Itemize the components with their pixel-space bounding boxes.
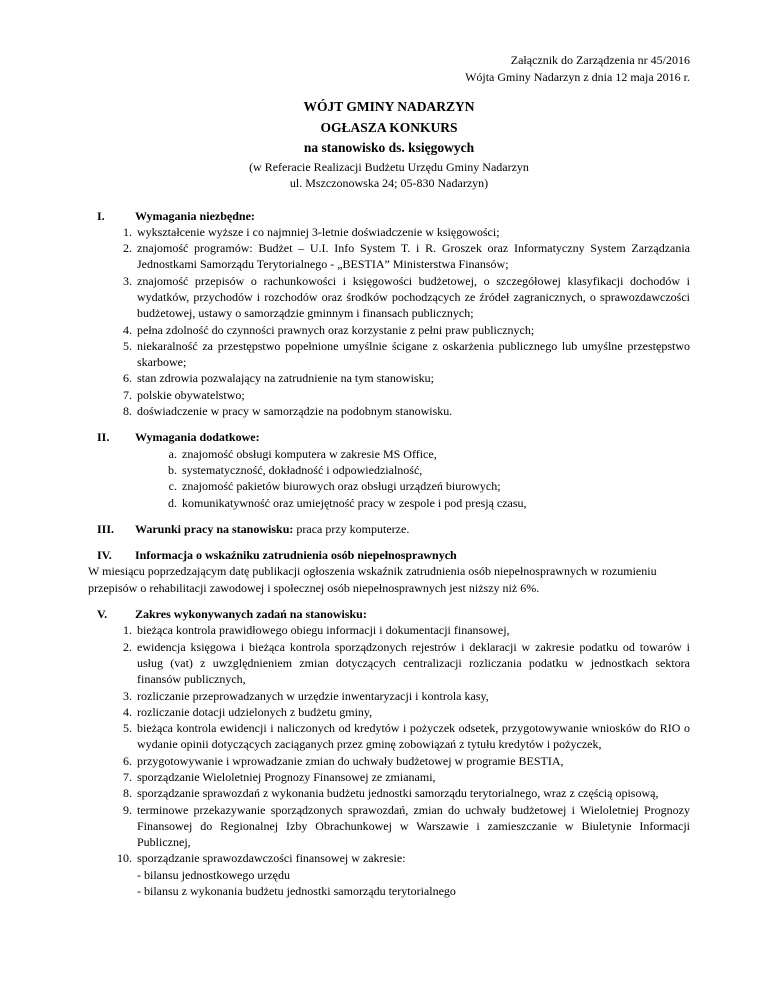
- section-heading: Zakres wykonywanych zadań na stanowisku:: [135, 607, 367, 622]
- list-item: 2. znajomość programów: Budżet – U.I. Info System T. i R. Groszek oraz Informatyczny System Zarządzania Jednostkami Samorządu Terytorialnego - „BESTIA” Ministerstwa Finansów;: [135, 240, 690, 273]
- section-numeral: II.: [97, 430, 110, 445]
- list-item: 5. bieżąca kontrola ewidencji i naliczonych od kredytów i pożyczek odsetek, przygotowywanie wniosków do RIO o wydanie opinii dotyczących zaciąganych przez gminę zobowiązań z tytułu kredytów i pożyczek,: [135, 720, 690, 753]
- section-heading-row: [88, 606, 690, 622]
- list-item: 1. wykształcenie wyższe i co najmniej 3-letnie doświadczenie w księgowości;: [135, 224, 690, 240]
- list-item-text: sporządzanie sprawozdawczości finansowej w zakresie:: [137, 851, 406, 866]
- section-heading-row: [88, 429, 690, 445]
- title-block: [88, 97, 690, 192]
- section-heading-row: [88, 547, 690, 563]
- section-requirements-additional: [88, 429, 690, 510]
- list-item: d. komunikatywność oraz umiejętność pracy w zespole i pod presją czasu,: [180, 495, 690, 511]
- essential-requirements-list: [88, 224, 690, 420]
- document-title-line-1: WÓJT GMINY NADARZYN: [303, 99, 475, 114]
- section-numeral: III.: [97, 521, 115, 536]
- document-subtitle-line-2: ul. Mszczonowska 24; 05-830 Nadarzyn): [289, 176, 489, 190]
- document-title-line-2: OGŁASZA KONKURS: [320, 119, 458, 135]
- list-item: 6. stan zdrowia pozwalający na zatrudnienie na tym stanowisku;: [135, 370, 690, 386]
- list-item: 9. terminowe przekazywanie sporządzonych sprawozdań, zmian do uchwały budżetowej i Wieloletniej Prognozy Finansowej do Regionalnej Izby Obrachunkowej w Warszawie i zamieszczanie w Biuletynie Informacji Publicznej,: [135, 802, 690, 851]
- document-subtitle-line-1: (w Referacie Realizacji Budżetu Urzędu Gminy Nadarzyn: [249, 159, 529, 174]
- section-job-duties: [88, 606, 690, 899]
- list-item: 4. rozliczanie dotacji udzielonych z budżetu gminy,: [135, 704, 690, 720]
- list-item: a. znajomość obsługi komputera w zakresie MS Office,: [180, 446, 690, 462]
- list-item: 3. znajomość przepisów o rachunkowości i księgowości budżetowej, o szczegółowej klasyfikacji dochodów i wydatków, przychodów i rozchodów oraz środków pochodzących ze źródeł zagranicznych, o sprawozdawczości budżetowej, ustawy o samorządzie gminnym i finansach publicznych;: [135, 273, 690, 322]
- list-item: c. znajomość pakietów biurowych oraz obsługi urządzeń biurowych;: [180, 478, 690, 494]
- section-numeral: I.: [97, 208, 105, 223]
- additional-requirements-list: [88, 446, 690, 511]
- section-heading: Informacja o wskaźniku zatrudnienia osób niepełnosprawnych: [135, 548, 457, 563]
- list-item: 5. niekaralność za przestępstwo popełnione umyślnie ścigane z oskarżenia publicznego lub umyślne przestępstwo skarbowe;: [135, 338, 690, 371]
- sub-item: - bilansu jednostkowego urzędu: [137, 867, 290, 882]
- list-item: 4. pełna zdolność do czynności prawnych oraz korzystanie z pełni praw publicznych;: [135, 322, 690, 338]
- section-numeral: IV.: [97, 548, 112, 563]
- section-paragraph: W miesiącu poprzedzającym datę publikacji ogłoszenia wskaźnik zatrudnienia osób niepełnosprawnych w rozumieniu przepisów o rehabilitacji zawodowej i społecznej osób niepełnosprawnych jest niższy niż 6%.: [88, 564, 657, 595]
- list-item: 2. ewidencja księgowa i bieżąca kontrola sporządzonych rejestrów i deklaracji w zakresie podatku od towarów i usług (vat) z uwzględnieniem zmian dotyczących centralizacji rozliczania podatku w jednostkach sektora finansów publicznych,: [135, 639, 690, 688]
- list-item: b. systematyczność, dokładność i odpowiedzialność,: [180, 462, 690, 478]
- list-item: [135, 850, 690, 899]
- list-item: 8. doświadczenie w pracy w samorządzie na podobnym stanowisku.: [135, 403, 690, 419]
- list-item: 7. polskie obywatelstwo;: [135, 387, 690, 403]
- list-item: 7. sporządzanie Wieloletniej Prognozy Finansowej ze zmianami,: [135, 769, 690, 785]
- section-heading: Wymagania dodatkowe:: [135, 430, 260, 445]
- list-item: 3. rozliczanie przeprowadzanych w urzędzie inwentaryzacji i kontrola kasy,: [135, 688, 690, 704]
- section-requirements-essential: [88, 208, 690, 420]
- list-item: 8. sporządzanie sprawozdań z wykonania budżetu jednostki samorządu terytorialnego, wraz z częścią opisową,: [135, 785, 690, 801]
- issuer-date-line: Wójta Gminy Nadarzyn z dnia 12 maja 2016 r.: [465, 69, 690, 84]
- job-duties-list: [88, 622, 690, 899]
- section-work-conditions: [88, 521, 690, 537]
- section-heading-row: [88, 521, 690, 537]
- section-inline-text: praca przy komputerze.: [296, 521, 410, 536]
- attachment-reference-line: Załącznik do Zarządzenia nr 45/2016: [510, 53, 690, 67]
- section-heading-inline: [135, 521, 409, 537]
- section-heading-row: [88, 208, 690, 224]
- section-heading: Wymagania niezbędne:: [135, 208, 255, 223]
- section-disability-employment-info: [88, 547, 690, 596]
- list-item: 1. bieżąca kontrola prawidłowego obiegu informacji i dokumentacji finansowej,: [135, 622, 690, 638]
- document-title-line-3: na stanowisko ds. księgowych: [303, 140, 475, 155]
- section-numeral: V.: [97, 607, 108, 622]
- list-item: 6. przygotowywanie i wprowadzanie zmian do uchwały budżetowej w programie BESTIA,: [135, 753, 690, 769]
- sub-item: - bilansu z wykonania budżetu jednostki samorządu terytorialnego: [137, 884, 456, 899]
- section-heading: Warunki pracy na stanowisku:: [135, 521, 294, 536]
- document-header: [88, 52, 690, 85]
